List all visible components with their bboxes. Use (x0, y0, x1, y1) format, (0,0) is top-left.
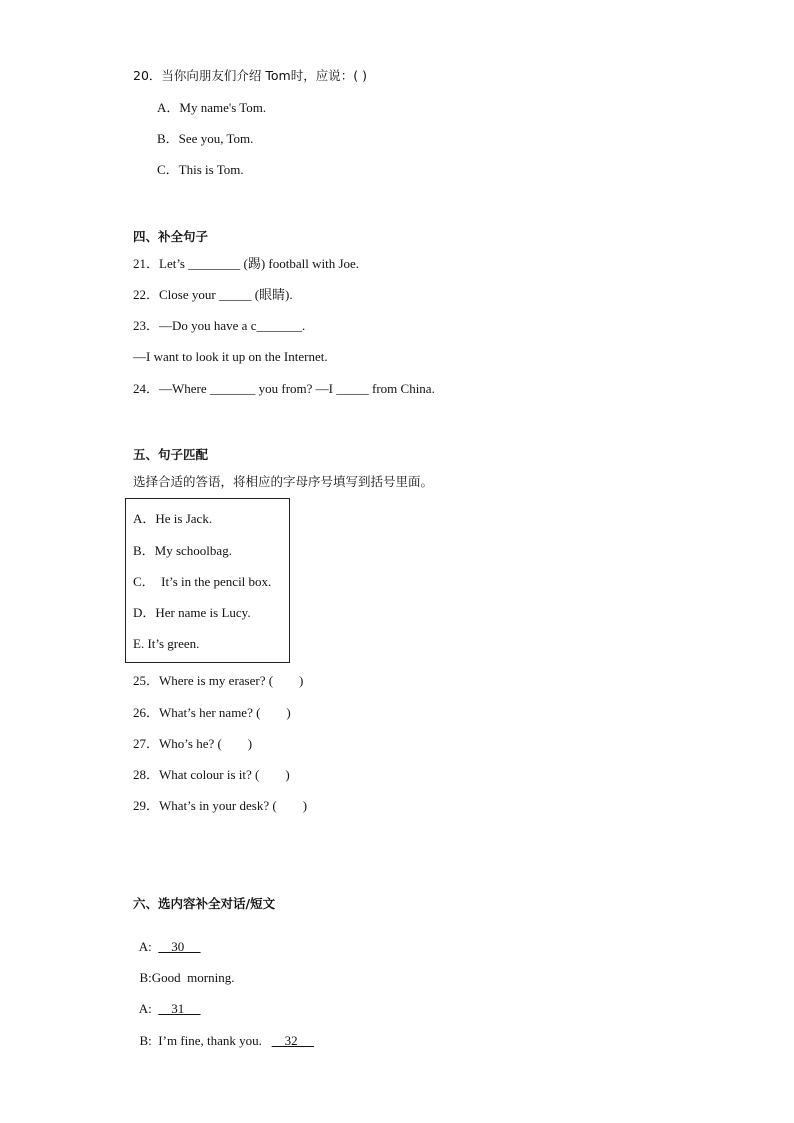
dialogue-blank-30: 30 (158, 939, 201, 954)
question-21: 21．Let’s ________ (踢) football with Joe. (133, 256, 360, 271)
question-27: 27．Who’s he? ( ) (133, 736, 253, 751)
box-option-b: B．My schoolbag. (133, 543, 232, 558)
section-4-heading: 四、补全句子 (133, 229, 209, 244)
dialogue-speaker: B: (139, 970, 152, 985)
box-option-d: D．Her name is Lucy. (133, 605, 251, 620)
question-20-option-a: A．My name's Tom. (157, 100, 267, 115)
dialogue-line-4 (133, 1017, 314, 1049)
dialogue-text: I’m fine, thank you. (151, 1033, 272, 1048)
dialogue-speaker: A: (138, 939, 152, 954)
question-29: 29．What’s in your desk? ( ) (133, 798, 308, 813)
question-26: 26．What’s her name? ( ) (133, 705, 291, 720)
question-24: 24．—Where _______ you from? —I _____ from China. (133, 381, 435, 396)
question-20-option-b: B．See you, Tom. (157, 131, 254, 146)
dialogue-blank-32: 32 (271, 1033, 314, 1048)
question-28: 28．What colour is it? ( ) (133, 767, 290, 782)
dialogue-line-1 (133, 923, 201, 955)
question-23-reply: —I want to look it up on the Internet. (133, 349, 328, 364)
answer-options-box (125, 498, 290, 663)
question-20-option-c: C．This is Tom. (157, 162, 244, 177)
dialogue-text: Good morning. (151, 970, 235, 985)
dialogue-line-2 (133, 954, 235, 986)
box-option-c: C． It’s in the pencil box. (133, 574, 272, 589)
dialogue-blank-31: 31 (158, 1001, 201, 1016)
dialogue-speaker: B: (139, 1033, 152, 1048)
dialogue-line-3 (133, 985, 201, 1017)
question-20-stem: 20．当你向朋友们介绍 Tom时，应说：( ) (133, 68, 367, 83)
box-option-a: A．He is Jack. (133, 511, 213, 526)
question-25: 25．Where is my eraser? ( ) (133, 673, 304, 688)
section-5-instruction: 选择合适的答语，将相应的字母序号填写到括号里面。 (133, 474, 434, 489)
section-6-heading: 六、选内容补全对话/短文 (133, 896, 276, 911)
dialogue-speaker: A: (138, 1001, 152, 1016)
box-option-e: E. It’s green. (133, 636, 200, 651)
section-5-heading: 五、句子匹配 (133, 447, 209, 462)
question-22: 22．Close your _____ (眼睛). (133, 287, 293, 302)
question-23: 23．—Do you have a c_______. (133, 318, 306, 333)
